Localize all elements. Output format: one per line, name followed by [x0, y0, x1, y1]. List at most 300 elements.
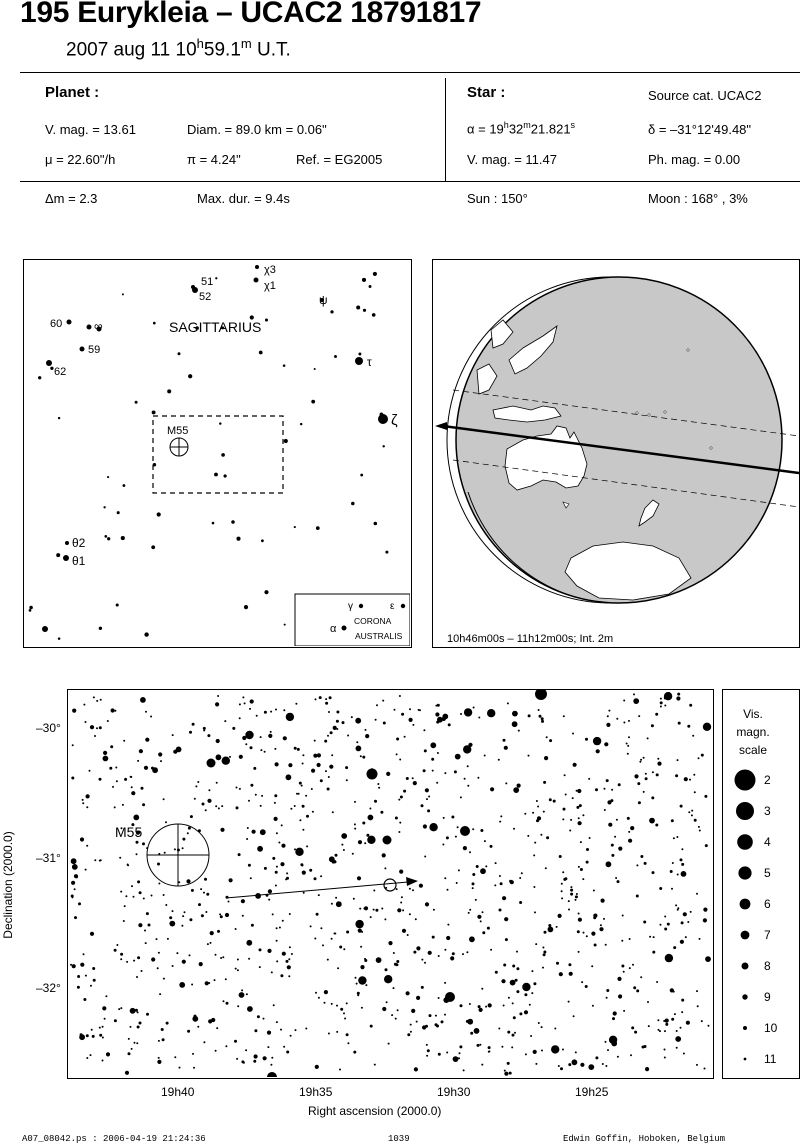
chart-star [242, 915, 244, 917]
chart-star [324, 990, 328, 994]
chart-star [609, 1036, 617, 1044]
chart-star [605, 1065, 607, 1067]
chart-cluster-label: M55 [115, 824, 143, 840]
chart-star [533, 982, 536, 985]
chart-star [86, 1057, 88, 1059]
scale-title-line1: Vis. [743, 707, 763, 721]
chart-star [114, 710, 116, 712]
chart-star [229, 878, 233, 882]
chart-star [324, 1002, 326, 1004]
footer-page: 1039 [388, 1134, 410, 1144]
star-label-inf: ∞ [94, 319, 103, 333]
chart-star [488, 1046, 491, 1049]
chart-star [316, 913, 319, 916]
chart-star [285, 878, 287, 880]
chart-star [127, 864, 129, 866]
chart-star [647, 737, 649, 739]
finder-star [63, 555, 69, 561]
chart-star [648, 1025, 650, 1027]
chart-star [355, 718, 361, 724]
chart-star [299, 782, 302, 785]
chart-star [528, 755, 530, 757]
chart-star [541, 717, 544, 720]
chart-star [427, 809, 430, 812]
chart-star [214, 979, 216, 981]
chart-star [640, 855, 643, 858]
chart-star [218, 807, 220, 809]
chart-star [407, 934, 409, 936]
chart-star [341, 844, 343, 846]
chart-star [460, 826, 470, 836]
chart-star [299, 819, 301, 821]
chart-star [223, 1000, 225, 1002]
chart-star [276, 1021, 278, 1023]
finder-star [29, 606, 33, 610]
chart-star [569, 972, 573, 976]
chart-star [396, 753, 398, 755]
chart-star [479, 1008, 483, 1012]
chart-star [89, 770, 91, 772]
chart-star [138, 923, 142, 927]
chart-star [561, 890, 563, 892]
chart-star [205, 911, 207, 913]
chart-star [562, 1049, 564, 1051]
chart-star [105, 995, 107, 997]
finder-star [244, 605, 248, 609]
chart-star [93, 979, 96, 982]
chart-star [687, 725, 690, 728]
finder-star [116, 603, 119, 606]
chart-star [649, 818, 655, 824]
chart-star [652, 871, 655, 874]
chart-star [487, 709, 495, 717]
chart-star [260, 736, 262, 738]
chart-star [616, 819, 618, 821]
chart-star [627, 745, 629, 747]
chart-star [677, 693, 680, 696]
finder-star [58, 637, 61, 640]
finder-star [358, 353, 361, 356]
chart-star [267, 949, 271, 953]
chart-star [675, 774, 678, 777]
chart-star [396, 888, 398, 890]
chart-star [329, 856, 335, 862]
chart-star [435, 712, 439, 716]
chart-star [525, 1053, 527, 1055]
chart-star [253, 1060, 256, 1063]
chart-star [309, 869, 312, 872]
chart-star [436, 782, 438, 784]
chart-star [505, 938, 508, 941]
chart-star [340, 1008, 343, 1011]
chart-star [418, 709, 420, 711]
magnitude-scale-svg [723, 690, 798, 1077]
chart-star [684, 777, 688, 781]
chart-star [123, 740, 125, 742]
chart-star [249, 708, 251, 710]
chart-star [375, 719, 377, 721]
chart-star [145, 711, 147, 713]
chart-star [120, 958, 122, 960]
chart-star [386, 772, 390, 776]
chart-star [665, 1023, 668, 1026]
chart-star [545, 867, 547, 869]
chart-star [325, 702, 328, 705]
chart-star [131, 885, 133, 887]
chart-star [572, 797, 574, 799]
star-label-epsilon: ε [390, 601, 395, 612]
finder-star [236, 537, 240, 541]
chart-star [457, 826, 459, 828]
chart-star [623, 1010, 625, 1012]
chart-star [333, 726, 337, 730]
chart-star [325, 698, 327, 700]
chart-star [498, 759, 500, 761]
star-label-chi1: χ1 [264, 280, 276, 292]
chart-star [347, 735, 349, 737]
chart-star [530, 1035, 532, 1037]
chart-star [699, 938, 701, 940]
chart-star [71, 881, 75, 885]
finder-star [231, 520, 235, 524]
chart-star [585, 985, 588, 988]
chart-star [356, 983, 358, 985]
chart-star [280, 862, 284, 866]
chart-star [250, 699, 254, 703]
chart-star [384, 867, 386, 869]
finder-star [259, 351, 263, 355]
chart-star [426, 1055, 428, 1057]
chart-star [263, 1018, 265, 1020]
magnitude-drop: Δm = 2.3 [45, 191, 98, 206]
chart-star [172, 910, 174, 912]
chart-star [74, 888, 76, 890]
inset-label-corona: CORONA [354, 616, 392, 626]
chart-star [591, 932, 595, 936]
chart-star [172, 965, 174, 967]
chart-star [619, 995, 622, 998]
chart-star [423, 824, 427, 828]
chart-star [142, 803, 145, 806]
chart-star [701, 1020, 703, 1022]
chart-star [460, 713, 462, 715]
chart-star [704, 1068, 706, 1070]
chart-star [268, 889, 272, 893]
chart-star [314, 938, 316, 940]
chart-star [72, 709, 76, 713]
chart-star [671, 819, 674, 822]
chart-star [533, 886, 535, 888]
chart-star [562, 818, 564, 820]
chart-star [660, 698, 662, 700]
chart-star [253, 767, 256, 770]
chart-star [141, 970, 143, 972]
chart-star [283, 1046, 285, 1048]
finder-star [178, 352, 181, 355]
chart-star [468, 743, 472, 747]
chart-star [353, 898, 355, 900]
chart-star [537, 816, 541, 820]
chart-star [572, 1059, 578, 1065]
chart-star [580, 868, 583, 871]
chart-star [670, 988, 674, 992]
chart-star [92, 967, 95, 970]
chart-star [681, 848, 683, 850]
chart-star [205, 809, 207, 811]
chart-star [365, 734, 369, 738]
chart-star [586, 861, 589, 864]
chart-star [210, 942, 212, 944]
finder-star [80, 347, 85, 352]
chart-star [444, 982, 446, 984]
chart-star [239, 755, 243, 759]
chart-star [146, 912, 149, 915]
chart-star [93, 696, 95, 698]
finder-star [351, 502, 355, 506]
star-declination: δ = –31°12'49.48" [648, 122, 752, 137]
chart-star [527, 835, 529, 837]
finder-star [65, 541, 69, 545]
chart-star [245, 1049, 247, 1051]
chart-star [116, 780, 118, 782]
chart-star [281, 844, 285, 848]
chart-star [126, 961, 128, 963]
chart-star [401, 713, 404, 716]
chart-star [568, 963, 571, 966]
chart-star [680, 805, 683, 808]
chart-star [433, 909, 435, 911]
chart-star [203, 727, 206, 730]
chart-star [608, 710, 610, 712]
chart-star [488, 1051, 490, 1053]
chart-star [490, 949, 492, 951]
chart-star [137, 880, 140, 883]
chart-star [367, 769, 378, 780]
finder-star [355, 357, 363, 365]
chart-star [165, 821, 167, 823]
chart-star [645, 773, 647, 775]
chart-star [388, 1043, 390, 1045]
chart-star [414, 1067, 418, 1071]
chart-star [90, 932, 94, 936]
chart-star [216, 1027, 218, 1029]
chart-star [606, 723, 610, 727]
chart-star [70, 964, 72, 966]
chart-star [539, 715, 542, 718]
chart-star [331, 1003, 333, 1005]
chart-star [241, 989, 243, 991]
asteroid-track [226, 877, 418, 898]
finder-star [283, 364, 286, 367]
chart-star [636, 864, 638, 866]
chart-star [135, 1009, 138, 1012]
chart-star [686, 1021, 690, 1025]
chart-star [158, 752, 162, 756]
chart-star [442, 844, 444, 846]
chart-star [80, 837, 84, 841]
chart-star [282, 952, 286, 956]
chart-star [259, 948, 262, 951]
chart-star [541, 720, 544, 723]
chart-star [219, 913, 221, 915]
chart-star [616, 718, 618, 720]
star-vmag: V. mag. = 11.47 [467, 152, 557, 167]
chart-star [402, 909, 404, 911]
chart-star [329, 765, 333, 769]
chart-star [594, 944, 597, 947]
chart-star [507, 1031, 510, 1034]
chart-star [247, 1006, 253, 1012]
chart-star [435, 705, 437, 707]
chart-star [585, 738, 588, 741]
finder-star [144, 632, 148, 636]
chart-star [314, 740, 316, 742]
chart-star [425, 788, 429, 792]
chart-star [336, 711, 339, 714]
chart-star [104, 1018, 106, 1020]
chart-star [606, 989, 609, 992]
chart-star [409, 888, 411, 890]
chart-star [131, 791, 135, 795]
chart-star [499, 875, 501, 877]
chart-star [510, 980, 516, 986]
star-label-theta1: θ1 [72, 554, 86, 568]
finder-star [360, 474, 363, 477]
chart-star [347, 1042, 349, 1044]
chart-star [374, 800, 377, 803]
chart-star [503, 964, 506, 967]
star-phmag: Ph. mag. = 0.00 [648, 152, 741, 167]
chart-star [290, 1035, 292, 1037]
chart-star [549, 798, 552, 801]
finder-star [99, 627, 102, 630]
chart-star [554, 1028, 556, 1030]
chart-star [487, 927, 490, 930]
chart-star [151, 767, 154, 770]
chart-star [317, 753, 321, 757]
chart-star [441, 1020, 444, 1023]
header-top-rule [20, 72, 800, 73]
chart-star [280, 974, 283, 977]
chart-star [563, 715, 565, 717]
chart-star [216, 754, 222, 760]
chart-star [548, 927, 554, 933]
chart-star [290, 808, 292, 810]
chart-star [114, 949, 117, 952]
chart-star [165, 904, 167, 906]
chart-star [564, 877, 567, 880]
chart-star [137, 1026, 140, 1029]
finder-star [378, 414, 388, 424]
chart-star [99, 778, 102, 781]
chart-star [538, 1022, 540, 1024]
chart-star [513, 1016, 516, 1019]
chart-star [364, 959, 367, 962]
chart-star [498, 1028, 500, 1030]
scale-symbol-mag-4 [737, 834, 753, 850]
chart-star [469, 909, 471, 911]
chart-star [618, 847, 622, 851]
chart-star [466, 951, 468, 953]
chart-star [431, 758, 434, 761]
chart-star [511, 1046, 513, 1048]
star-chart [67, 689, 714, 1079]
chart-star [516, 951, 518, 953]
max-duration: Max. dur. = 9.4s [197, 191, 290, 206]
chart-star [535, 1063, 537, 1065]
chart-star [267, 1031, 271, 1035]
chart-star [436, 1025, 439, 1028]
chart-star [360, 965, 364, 969]
chart-star [111, 708, 115, 712]
chart-star [681, 871, 687, 877]
chart-star [120, 1007, 122, 1009]
chart-star [302, 871, 306, 875]
finder-star [56, 553, 60, 557]
chart-star [448, 723, 451, 726]
chart-star [254, 1029, 257, 1032]
chart-star [656, 981, 658, 983]
chart-star [696, 893, 698, 895]
chart-star [159, 993, 161, 995]
inset-label-australis: AUSTRALIS [355, 631, 403, 641]
chart-star [580, 1063, 584, 1067]
chart-star [335, 854, 338, 857]
chart-star [472, 882, 475, 885]
finder-chart [23, 259, 412, 648]
chart-star [181, 925, 183, 927]
chart-star [311, 788, 313, 790]
chart-star [673, 946, 676, 949]
chart-star [315, 992, 317, 994]
chart-star [478, 1005, 481, 1008]
chart-star [516, 967, 519, 970]
chart-star [617, 977, 621, 981]
chart-star [645, 777, 648, 780]
chart-star [573, 763, 577, 767]
finder-star [373, 272, 377, 276]
chart-star [128, 1038, 130, 1040]
chart-star [110, 745, 113, 748]
chart-star [373, 890, 375, 892]
chart-star [626, 743, 628, 745]
chart-star [630, 1054, 632, 1056]
chart-star [541, 1026, 543, 1028]
star-label-psi: ψ [319, 293, 328, 307]
chart-star [588, 1064, 594, 1070]
chart-star [507, 702, 509, 704]
chart-star [215, 954, 217, 956]
chart-star [623, 722, 625, 724]
star-label-52: 52 [199, 291, 212, 303]
chart-star [80, 963, 84, 967]
chart-star [655, 824, 658, 827]
chart-star [458, 869, 460, 871]
chart-star [608, 823, 612, 827]
chart-star [570, 889, 573, 892]
chart-star [604, 809, 606, 811]
chart-star [593, 890, 595, 892]
chart-star [681, 863, 684, 866]
chart-star [191, 984, 193, 986]
chart-star [246, 940, 252, 946]
chart-star [479, 1044, 481, 1046]
chart-star [438, 997, 440, 999]
chart-star [606, 861, 612, 867]
chart-star [606, 779, 609, 782]
chart-star [659, 887, 662, 890]
chart-star [407, 1033, 410, 1036]
